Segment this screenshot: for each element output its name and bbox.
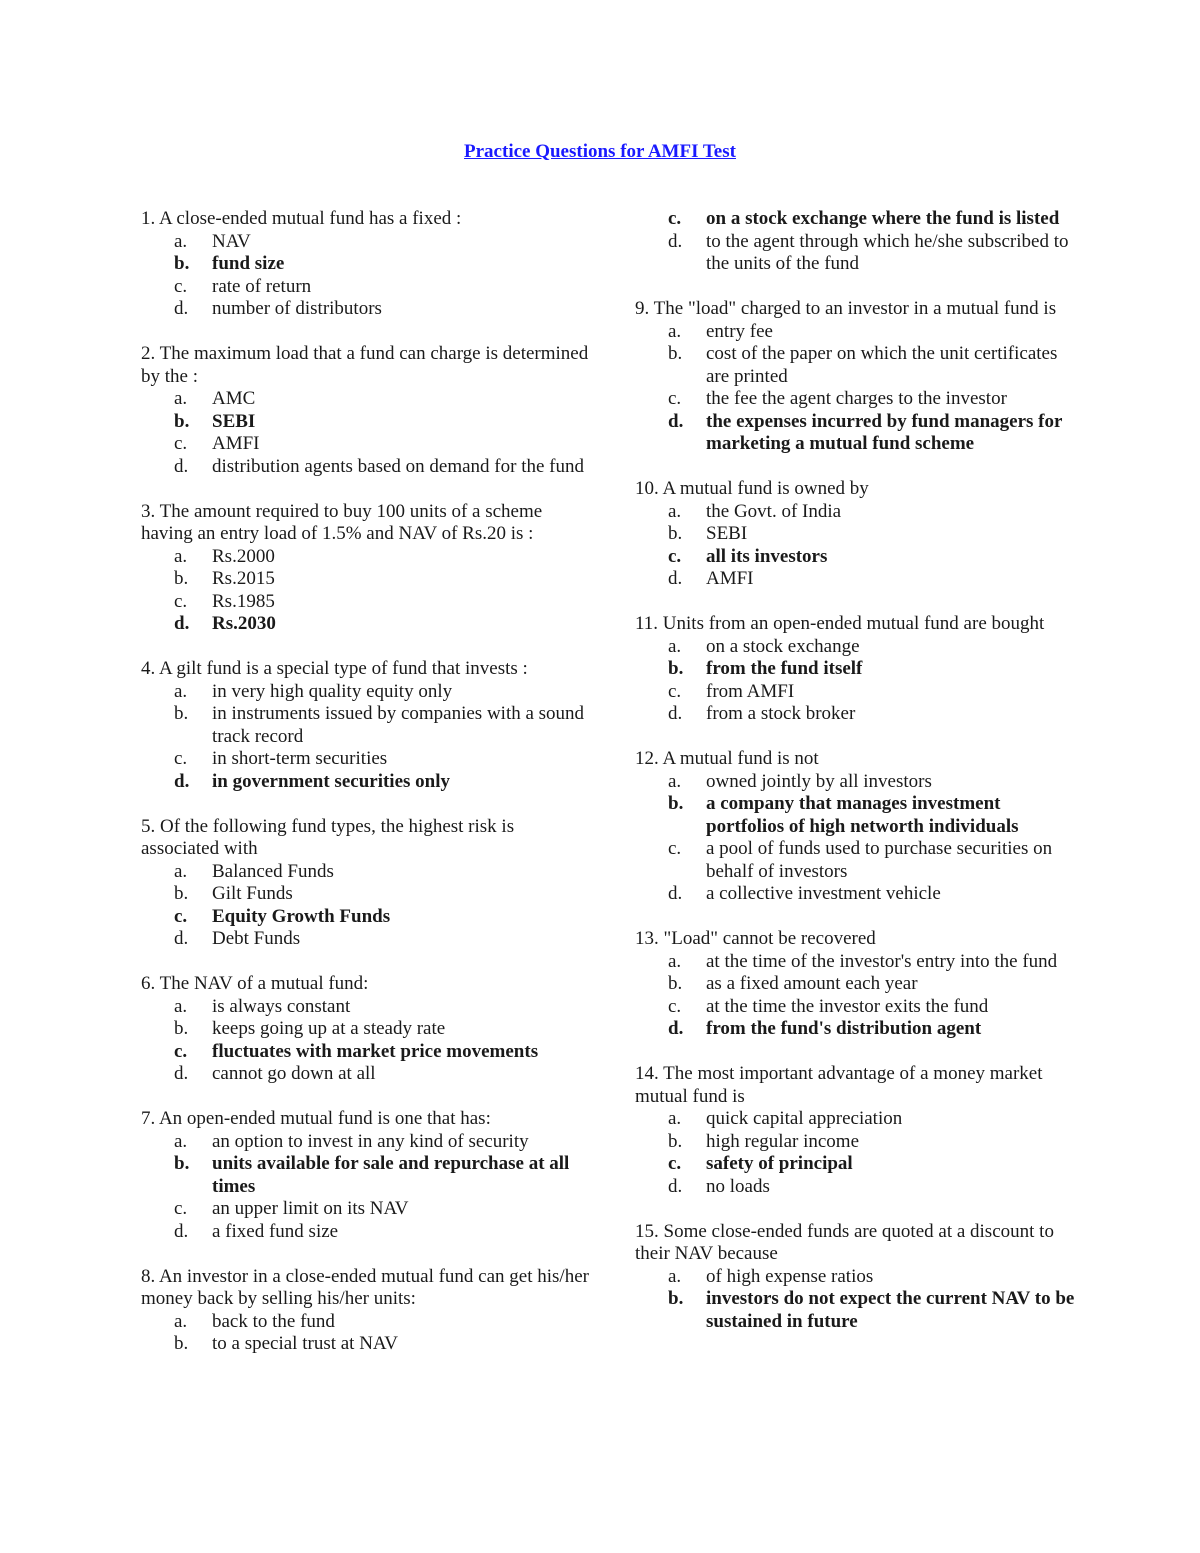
option-letter: c. <box>668 545 682 567</box>
option-text: a pool of funds used to purchase securities on behalf of investors <box>706 838 1053 882</box>
answer-option <box>635 771 1075 794</box>
option-letter: c. <box>668 1153 682 1174</box>
option-text: a fixed fund size <box>212 1220 339 1242</box>
option-letter: a. <box>174 1310 188 1332</box>
option-letter: b. <box>668 523 683 544</box>
option-text: Debt Funds <box>212 928 301 949</box>
question-stem: 15. Some close-ended funds are quoted at a discount to their NAV because <box>635 1220 1054 1264</box>
question-block <box>141 1266 591 1356</box>
option-letter: c. <box>668 388 682 409</box>
option-text: Rs.2015 <box>212 568 275 589</box>
question-block <box>635 1063 1075 1198</box>
option-text: fluctuates with market price movements <box>212 1040 539 1062</box>
answer-option-correct <box>141 1153 591 1198</box>
option-letter: b. <box>174 703 189 724</box>
option-letter: b. <box>668 1288 684 1309</box>
option-text: keeps going up at a steady rate <box>212 1018 446 1039</box>
option-letter: c. <box>174 1040 188 1062</box>
option-letter: d. <box>668 410 684 432</box>
option-text: an upper limit on its NAV <box>212 1198 409 1219</box>
option-letter: d. <box>174 928 189 949</box>
option-text: on a stock exchange <box>706 635 860 657</box>
question-stem: 3. The amount required to buy 100 units of a scheme having an entry load of 1.5% and NAV of Rs.20 is : <box>141 500 543 544</box>
option-letter: a. <box>668 320 682 342</box>
option-text: quick capital appreciation <box>706 1108 903 1129</box>
option-text: a company that manages investment portfolios of high networth individuals <box>706 793 1019 837</box>
answer-option-correct <box>141 1041 591 1064</box>
option-text: from AMFI <box>706 680 795 702</box>
option-letter: d. <box>668 1175 683 1197</box>
question-block <box>635 748 1075 906</box>
left-column <box>141 208 591 1378</box>
option-text: in very high quality equity only <box>212 680 453 702</box>
option-text: in instruments issued by companies with a sound track record <box>212 703 585 747</box>
option-text: NAV <box>212 230 251 252</box>
option-letter: d. <box>668 883 683 904</box>
question-stem: 2. The maximum load that a fund can charge is determined by the : <box>141 343 589 387</box>
answer-option-correct <box>635 1153 1075 1176</box>
option-letter: b. <box>174 253 190 274</box>
option-letter: b. <box>174 883 189 904</box>
option-letter: a. <box>668 1265 682 1287</box>
question-stem: 7. An open-ended mutual fund is one that has: <box>141 1108 491 1129</box>
answer-option <box>635 636 1075 659</box>
option-letter: c. <box>668 680 682 702</box>
answer-option <box>141 928 591 951</box>
option-text: from a stock broker <box>706 703 856 724</box>
answer-option <box>141 883 591 906</box>
option-text: AMFI <box>212 433 260 454</box>
question-block <box>635 478 1075 591</box>
option-letter: b. <box>668 343 683 364</box>
question-block <box>635 928 1075 1041</box>
option-text: Equity Growth Funds <box>212 905 391 927</box>
answer-option <box>141 1198 591 1221</box>
option-text: no loads <box>706 1175 770 1197</box>
answer-option <box>635 996 1075 1019</box>
question-block <box>635 1221 1075 1334</box>
question-stem: 5. Of the following fund types, the highest risk is associated with <box>141 815 515 859</box>
option-text: cannot go down at all <box>212 1063 376 1084</box>
question-block <box>141 973 591 1086</box>
question-block <box>141 208 591 321</box>
option-letter: a. <box>174 388 188 409</box>
answer-option <box>141 433 591 456</box>
option-letter: b. <box>668 1130 683 1152</box>
question-block <box>141 1108 591 1243</box>
answer-option-correct <box>635 1018 1075 1041</box>
question-stem: 11. Units from an open-ended mutual fund are bought <box>635 613 1045 634</box>
option-text: as a fixed amount each year <box>706 973 918 994</box>
option-text: Balanced Funds <box>212 860 334 882</box>
option-text: fund size <box>212 253 285 274</box>
answer-option-correct <box>141 906 591 929</box>
answer-option <box>141 231 591 254</box>
answer-option-correct <box>635 793 1075 838</box>
question-block <box>141 501 591 636</box>
question-stem: 12. A mutual fund is not <box>635 748 819 769</box>
answer-option <box>635 321 1075 344</box>
option-text: number of distributors <box>212 298 382 319</box>
option-text: to a special trust at NAV <box>212 1333 398 1354</box>
answer-option <box>635 951 1075 974</box>
option-text: at the time the investor exits the fund <box>706 995 989 1017</box>
right-column <box>635 208 1075 1356</box>
answer-option-correct <box>635 208 1075 231</box>
option-text: back to the fund <box>212 1310 335 1332</box>
option-letter: d. <box>174 613 190 634</box>
option-letter: a. <box>174 680 188 702</box>
option-letter: c. <box>668 838 682 859</box>
answer-option <box>141 1131 591 1154</box>
option-text: cost of the paper on which the unit certificates are printed <box>706 343 1058 387</box>
answer-option <box>141 748 591 771</box>
option-text: Rs.1985 <box>212 590 275 612</box>
option-letter: d. <box>668 703 683 724</box>
option-letter: b. <box>668 793 684 814</box>
answer-option <box>635 343 1075 388</box>
option-letter: d. <box>174 770 190 792</box>
option-text: a collective investment vehicle <box>706 883 941 904</box>
option-letter: d. <box>174 1220 189 1242</box>
option-letter: a. <box>668 1108 682 1129</box>
option-letter: d. <box>668 230 683 252</box>
answer-option <box>141 276 591 299</box>
answer-option-correct <box>635 1288 1075 1333</box>
option-letter: d. <box>668 568 683 589</box>
answer-option <box>635 1176 1075 1199</box>
answer-option <box>635 568 1075 591</box>
question-stem: 10. A mutual fund is owned by <box>635 478 869 499</box>
option-text: rate of return <box>212 275 312 297</box>
answer-option <box>141 1221 591 1244</box>
option-text: safety of principal <box>706 1153 853 1174</box>
option-letter: b. <box>174 410 190 432</box>
question-stem: 6. The NAV of a mutual fund: <box>141 973 369 994</box>
answer-option <box>635 523 1075 546</box>
option-text: on a stock exchange where the fund is listed <box>706 208 1060 229</box>
option-letter: c. <box>174 1198 188 1219</box>
answer-option-correct <box>141 771 591 794</box>
answer-option <box>635 1108 1075 1131</box>
answer-option <box>141 546 591 569</box>
answer-option <box>141 1333 591 1356</box>
option-text: investors do not expect the current NAV to be sustained in future <box>706 1288 1075 1332</box>
option-text: SEBI <box>706 523 748 544</box>
answer-option <box>635 231 1075 276</box>
option-letter: b. <box>668 973 683 994</box>
answer-option <box>141 861 591 884</box>
option-letter: a. <box>668 635 682 657</box>
answer-option <box>635 838 1075 883</box>
question-stem: 8. An investor in a close-ended mutual fund can get his/her money back by selling his/her units: <box>141 1265 589 1309</box>
answer-option <box>635 388 1075 411</box>
question-stem: 13. "Load" cannot be recovered <box>635 928 876 949</box>
option-letter: d. <box>174 1063 189 1084</box>
question-block <box>141 816 591 951</box>
option-text: entry fee <box>706 320 773 342</box>
answer-option <box>635 703 1075 726</box>
option-letter: c. <box>174 905 188 927</box>
answer-option <box>141 298 591 321</box>
option-letter: a. <box>174 860 188 882</box>
option-text: the Govt. of India <box>706 500 842 522</box>
option-letter: a. <box>174 995 188 1017</box>
option-letter: c. <box>668 208 682 229</box>
option-letter: d. <box>174 298 189 319</box>
option-text: Rs.2030 <box>212 613 276 634</box>
option-letter: b. <box>174 1333 189 1354</box>
option-letter: d. <box>174 455 189 477</box>
option-letter: c. <box>174 590 188 612</box>
option-letter: b. <box>668 658 684 679</box>
answer-option <box>635 883 1075 906</box>
option-letter: d. <box>668 1018 684 1039</box>
option-text: Gilt Funds <box>212 883 293 904</box>
option-text: from the fund's distribution agent <box>706 1018 982 1039</box>
answer-option-correct <box>141 613 591 636</box>
answer-option-correct <box>635 546 1075 569</box>
answer-option <box>141 996 591 1019</box>
answer-option <box>141 1018 591 1041</box>
answer-option <box>635 1131 1075 1154</box>
option-letter: c. <box>668 995 682 1017</box>
question-stem: 9. The "load" charged to an investor in a mutual fund is <box>635 298 1057 319</box>
option-letter: c. <box>174 433 188 454</box>
option-letter: a. <box>174 545 188 567</box>
option-text: units available for sale and repurchase at all times <box>212 1153 570 1197</box>
answer-option <box>141 568 591 591</box>
option-text: SEBI <box>212 410 256 432</box>
option-letter: c. <box>174 275 188 297</box>
option-text: all its investors <box>706 545 828 567</box>
answer-option <box>635 1266 1075 1289</box>
option-letter: a. <box>668 950 682 972</box>
option-text: AMFI <box>706 568 754 589</box>
answer-option <box>141 681 591 704</box>
option-letter: a. <box>668 500 682 522</box>
answer-option <box>141 591 591 614</box>
answer-option-correct <box>141 253 591 276</box>
answer-option <box>141 388 591 411</box>
option-text: distribution agents based on demand for the fund <box>212 455 585 477</box>
option-text: the expenses incurred by fund managers for marketing a mutual fund scheme <box>706 410 1063 454</box>
question-block <box>635 613 1075 726</box>
option-text: in government securities only <box>212 770 451 792</box>
answer-option <box>141 703 591 748</box>
option-letter: a. <box>174 230 188 252</box>
question-stem: 4. A gilt fund is a special type of fund that invests : <box>141 658 528 679</box>
option-text: is always constant <box>212 995 351 1017</box>
question-block <box>141 658 591 793</box>
answer-option <box>141 456 591 479</box>
question-stem: 1. A close-ended mutual fund has a fixed : <box>141 208 462 229</box>
answer-option <box>141 1311 591 1334</box>
option-text: from the fund itself <box>706 658 863 679</box>
question-block <box>635 208 1075 276</box>
answer-option-correct <box>635 658 1075 681</box>
option-letter: c. <box>174 748 188 769</box>
option-letter: a. <box>668 770 682 792</box>
answer-option-correct <box>635 411 1075 456</box>
answer-option-correct <box>141 411 591 434</box>
answer-option <box>635 681 1075 704</box>
option-text: at the time of the investor's entry into the fund <box>706 950 1058 972</box>
option-text: owned jointly by all investors <box>706 770 932 792</box>
option-text: high regular income <box>706 1130 860 1152</box>
page-title[interactable]: Practice Questions for AMFI Test <box>464 141 736 162</box>
option-text: Rs.2000 <box>212 545 275 567</box>
option-letter: b. <box>174 1153 190 1174</box>
option-letter: b. <box>174 568 189 589</box>
question-stem: 14. The most important advantage of a money market mutual fund is <box>635 1063 1043 1107</box>
option-text: of high expense ratios <box>706 1265 874 1287</box>
option-text: in short-term securities <box>212 748 388 769</box>
option-text: to the agent through which he/she subscribed to the units of the fund <box>706 230 1069 274</box>
option-letter: b. <box>174 1018 189 1039</box>
option-text: the fee the agent charges to the investor <box>706 388 1007 409</box>
answer-option <box>635 501 1075 524</box>
answer-option <box>635 973 1075 996</box>
question-block <box>635 298 1075 456</box>
option-text: AMC <box>212 388 256 409</box>
question-block <box>141 343 591 478</box>
option-letter: a. <box>174 1130 188 1152</box>
option-text: an option to invest in any kind of security <box>212 1130 529 1152</box>
answer-option <box>141 1063 591 1086</box>
